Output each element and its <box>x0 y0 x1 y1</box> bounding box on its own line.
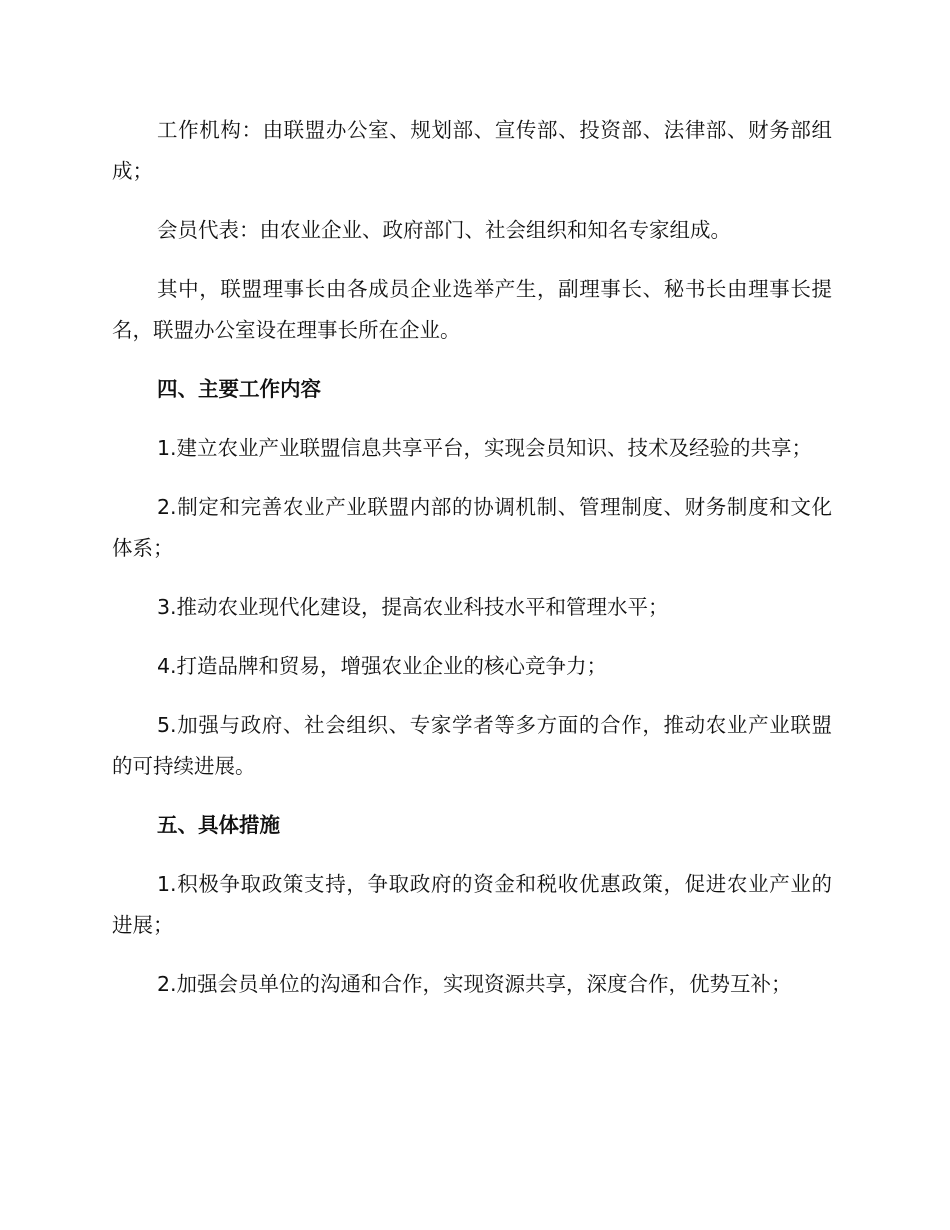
list-item: 2.加强会员单位的沟通和合作，实现资源共享，深度合作，优势互补； <box>157 972 792 996</box>
paragraph-member-representatives: 会员代表：由农业企业、政府部门、社会组织和知名专家组成。 <box>157 218 731 242</box>
list-item: 2.制定和完善农业产业联盟内部的协调机制、管理制度、财务制度和文化体系； <box>112 495 832 560</box>
paragraph-leadership: 其中，联盟理事长由各成员企业选举产生，副理事长、秘书长由理事长提名，联盟办公室设在理事长所在企业。 <box>112 277 832 342</box>
list-item: 4.打造品牌和贸易，增强农业企业的核心竞争力； <box>157 654 608 678</box>
document-body <box>112 110 832 1023</box>
list-item: 5.加强与政府、社会组织、专家学者等多方面的合作，推动农业产业联盟的可持续进展。 <box>112 713 832 778</box>
paragraph-work-organization: 工作机构：由联盟办公室、规划部、宣传部、投资部、法律部、财务部组成； <box>112 118 832 183</box>
list-item: 1.建立农业产业联盟信息共享平台，实现会员知识、技术及经验的共享； <box>157 436 813 460</box>
section-heading-specific-measures: 五、具体措施 <box>157 813 280 837</box>
section-heading-main-work: 四、主要工作内容 <box>157 377 321 401</box>
list-item: 1.积极争取政策支持，争取政府的资金和税收优惠政策，促进农业产业的进展； <box>112 872 832 937</box>
list-item: 3.推动农业现代化建设，提高农业科技水平和管理水平； <box>157 595 669 619</box>
